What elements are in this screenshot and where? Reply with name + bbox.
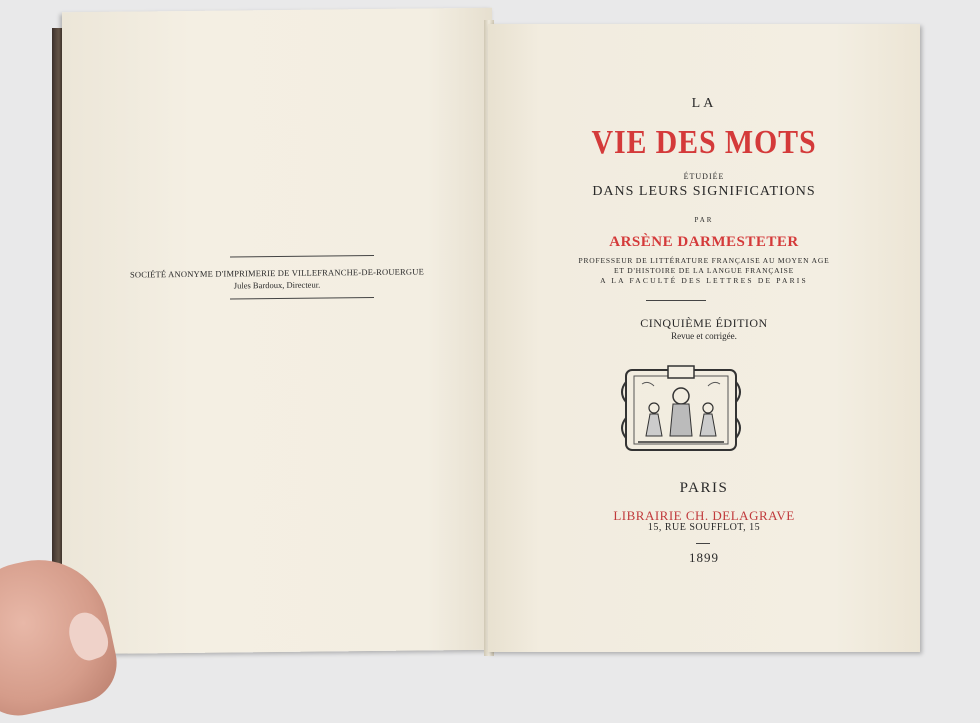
author-title-line-3: A LA FACULTÉ DES LETTRES DE PARIS xyxy=(600,276,808,285)
top-rule xyxy=(230,255,374,258)
publisher-name: LIBRAIRIE CH. DELAGRAVE xyxy=(613,508,795,523)
title-etudiee: ÉTUDIÉE xyxy=(683,172,725,181)
revision-note: Revue et corrigée. xyxy=(671,331,737,341)
printer-emblem-icon xyxy=(618,362,744,458)
author-title-line-2: ET D'HISTOIRE DE LA LANGUE FRANÇAISE xyxy=(613,266,795,275)
book-subtitle: DANS LEURS SIGNIFICATIONS xyxy=(592,184,816,199)
publication-city: PARIS xyxy=(679,480,729,496)
book-title: VIE DES MOTS xyxy=(591,124,817,161)
edition-label: CINQUIÈME ÉDITION xyxy=(640,316,768,330)
title-article: LA xyxy=(691,96,717,111)
divider-rule xyxy=(646,300,706,301)
author-title-line-1: PROFESSEUR DE LITTÉRATURE FRANÇAISE AU MOYEN AGE xyxy=(578,256,830,265)
left-page xyxy=(62,8,492,655)
year-rule xyxy=(696,543,710,544)
publisher-address: 15, RUE SOUFFLOT, 15 xyxy=(647,522,761,533)
title-par: PAR xyxy=(694,216,714,224)
title-page xyxy=(488,24,920,652)
publication-year: 1899 xyxy=(689,550,719,565)
printer-line-1: SOCIÉTÉ ANONYME D'IMPRIMERIE DE VILLEFRANCHE-DE-ROUERGUE xyxy=(129,266,424,280)
author-name: ARSÈNE DARMESTETER xyxy=(609,234,799,250)
bottom-rule xyxy=(230,297,374,300)
printer-line-2: Jules Bardoux, Directeur. xyxy=(233,279,321,291)
